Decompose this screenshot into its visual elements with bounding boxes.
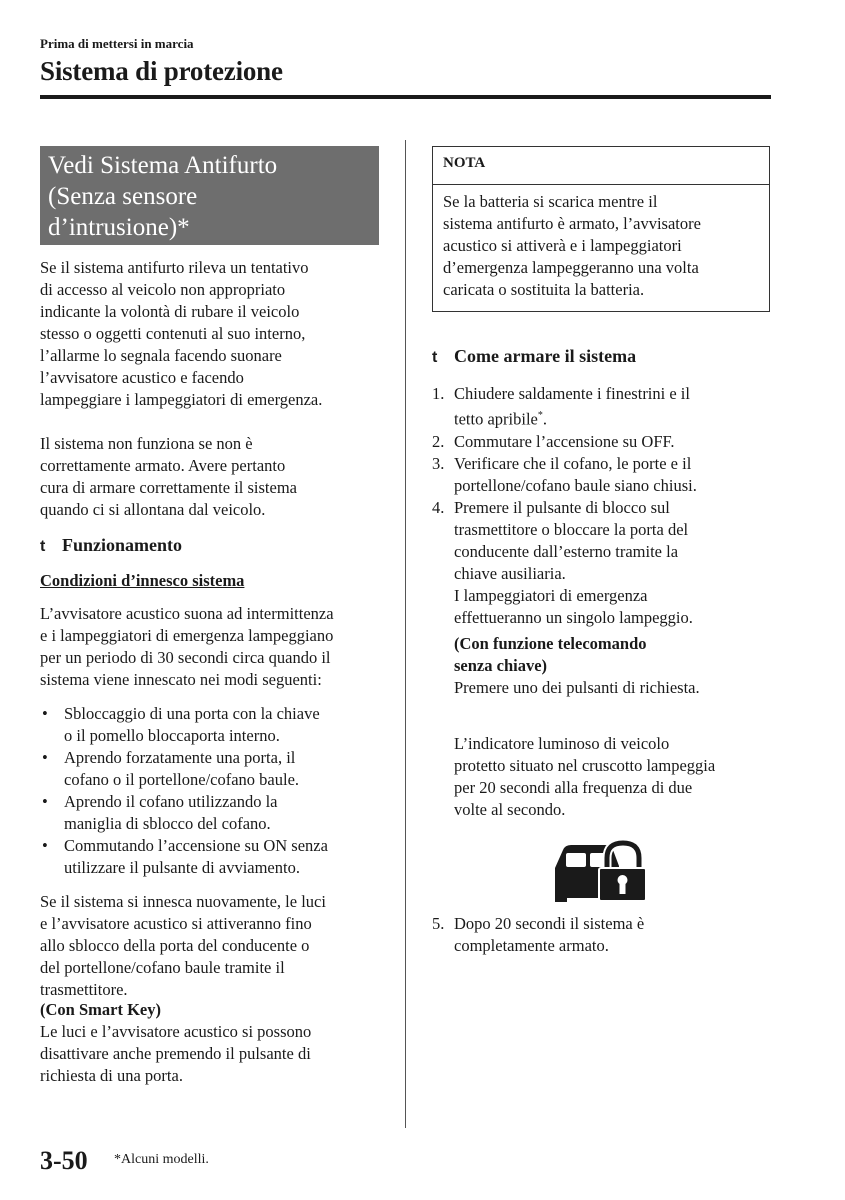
- column-divider: [405, 140, 406, 1128]
- trigger-paragraph: [40, 603, 385, 691]
- note-body: [433, 185, 769, 301]
- text-line: caricata o sostituita la batteria.: [443, 280, 645, 299]
- text-line: completamente armato.: [454, 936, 609, 955]
- bullet-dot: •: [42, 748, 48, 767]
- keyless-text: Premere uno dei pulsanti di richiesta.: [454, 678, 700, 697]
- section-title: Come armare il sistema: [454, 346, 637, 366]
- text-line: Commutando l’accensione su ON senza: [64, 836, 328, 855]
- step-item: [432, 913, 777, 957]
- text-line: tetto apribile*.: [454, 409, 547, 429]
- text-line: conducente dall’esterno tramite la: [454, 541, 679, 561]
- text-line: per un periodo di 30 secondi circa quando il: [40, 648, 331, 667]
- subheading-condizioni: Condizioni d’innesco sistema: [40, 571, 245, 590]
- list-item: [40, 791, 385, 835]
- text-line: sistema antifurto è armato, l’avvisatore: [443, 214, 701, 233]
- step-item: [432, 431, 777, 453]
- text-line: L’indicatore luminoso di veicolo: [454, 734, 670, 753]
- text-line: acustico si attiverà e i lampeggiatori: [443, 236, 682, 255]
- smart-key-paragraph: [40, 1021, 385, 1087]
- text-line: disattivare anche premendo il pulsante di: [40, 1044, 311, 1063]
- text-line: Aprendo forzatamente una porta, il: [64, 748, 296, 767]
- list-item: [40, 703, 385, 747]
- text-line: per 20 secondi alla frequenza di due: [454, 778, 693, 797]
- text-line: lampeggiare i lampeggiatori di emergenza.: [40, 390, 323, 409]
- section-heading-box: [40, 146, 379, 245]
- text-line: Dopo 20 secondi il sistema è: [454, 914, 645, 933]
- arming-paragraph: [40, 433, 385, 521]
- footnote: *Alcuni modelli.: [114, 1152, 209, 1167]
- text-line: Commutare l’accensione su OFF.: [454, 431, 675, 451]
- text-line: cofano o il portellone/cofano baule.: [64, 770, 300, 789]
- text-line: protetto situato nel cruscotto lampeggia: [454, 756, 716, 775]
- text-line: d’emergenza lampeggeranno una volta: [443, 258, 699, 277]
- section-funzionamento: [40, 535, 385, 556]
- text-line: Premere il pulsante di blocco sul: [454, 497, 670, 517]
- list-item: [40, 747, 385, 791]
- text-line: e l’avvisatore acustico si attiveranno fino: [40, 914, 312, 933]
- text-line: cura di armare correttamente il sistema: [40, 478, 297, 497]
- running-header: Prima di mettersi in marcia: [40, 36, 194, 51]
- bullet-dot: •: [42, 836, 48, 855]
- list-item: [40, 835, 385, 879]
- bullet-dot: •: [42, 704, 48, 723]
- text-line: portellone/cofano baule siano chiusi.: [454, 475, 697, 495]
- step-item: [432, 383, 777, 431]
- indicator-paragraph: [432, 733, 799, 821]
- text-line: Chiudere saldamente i finestrini e il: [454, 384, 690, 403]
- text-line: allo sblocco della porta del conducente o: [40, 936, 310, 955]
- text-line: volte al secondo.: [454, 800, 566, 819]
- text-line: di accesso al veicolo non appropriato: [40, 280, 286, 299]
- step-number: 4.: [432, 497, 445, 517]
- text-line: maniglia di sblocco del cofano.: [64, 814, 271, 833]
- text-line: stesso o oggetti contenuti al suo interno,: [40, 324, 306, 343]
- section-title: Funzionamento: [62, 535, 183, 555]
- text-line: o il pomello bloccaporta interno.: [64, 726, 280, 745]
- step-number: 1.: [432, 384, 445, 403]
- step-number: 5.: [432, 914, 445, 933]
- arming-steps: [432, 383, 777, 629]
- footnote-marker: *: [537, 410, 543, 421]
- keyless-label: [432, 633, 799, 677]
- section-come-armare: [432, 346, 777, 367]
- heading-line: (Senza sensore: [48, 183, 198, 210]
- text-line: utilizzare il pulsante di avviamento.: [64, 858, 300, 877]
- step-number: 2.: [432, 431, 445, 451]
- note-title: NOTA: [433, 147, 769, 185]
- section-marker: t: [432, 349, 438, 366]
- step-number: 3.: [432, 453, 445, 473]
- text-line: senza chiave): [454, 656, 548, 675]
- text-line: (Con funzione telecomando: [454, 634, 647, 653]
- text-line: Se il sistema si innesca nuovamente, le luci: [40, 892, 326, 911]
- note-box: [432, 146, 770, 312]
- text-line: l’allarme lo segnala facendo suonare: [40, 346, 282, 365]
- page-number: 3-50: [40, 1146, 88, 1175]
- text-line: I lampeggiatori di emergenza: [454, 585, 648, 605]
- bullet-dot: •: [42, 792, 48, 811]
- text-line: del portellone/cofano baule tramite il: [40, 958, 285, 977]
- text-line: chiave ausiliaria.: [454, 563, 566, 583]
- text-line: Le luci e l’avvisatore acustico si possono: [40, 1022, 312, 1041]
- text-line: Sbloccaggio di una porta con la chiave: [64, 704, 320, 723]
- text-line: Verificare che il cofano, le porte e il: [454, 453, 692, 473]
- heading-line: Vedi Sistema Antifurto: [48, 152, 278, 179]
- text-line: e i lampeggiatori di emergenza lampeggiano: [40, 626, 334, 645]
- step-item-5: [432, 913, 777, 957]
- text-line: correttamente armato. Avere pertanto: [40, 456, 286, 475]
- text-line: richiesta di una porta.: [40, 1066, 183, 1085]
- text-line: trasmettitore.: [40, 980, 128, 999]
- page-title: Sistema di protezione: [40, 56, 283, 86]
- text-line: Se la batteria si scarica mentre il: [443, 192, 658, 211]
- trigger-list: [40, 703, 385, 879]
- heading-line: d’intrusione)*: [48, 214, 190, 241]
- intro-paragraph: [40, 257, 385, 411]
- text-line: indicante la volontà di rubare il veicolo: [40, 302, 300, 321]
- text-line: L’avvisatore acustico suona ad intermittenza: [40, 604, 334, 623]
- step-item: [432, 497, 777, 629]
- title-rule: [40, 95, 771, 99]
- text-line: effettueranno un singolo lampeggio.: [454, 607, 693, 627]
- text-line: Se il sistema antifurto rileva un tentativo: [40, 258, 309, 277]
- text-line: quando ci si allontana dal veicolo.: [40, 500, 266, 519]
- text-line: Il sistema non funziona se non è: [40, 434, 253, 453]
- text-line: sistema viene innescato nei modi seguenti:: [40, 670, 322, 689]
- retrigger-paragraph: [40, 891, 385, 1001]
- text-line: trasmettitore o bloccare la porta del: [454, 519, 689, 539]
- car-lock-icon: [553, 840, 647, 907]
- text-line: Aprendo il cofano utilizzando la: [64, 792, 278, 811]
- step-item: [432, 453, 777, 497]
- section-marker: t: [40, 538, 46, 555]
- text-line: l’avvisatore acustico e facendo: [40, 368, 244, 387]
- smart-key-label: (Con Smart Key): [40, 1000, 161, 1019]
